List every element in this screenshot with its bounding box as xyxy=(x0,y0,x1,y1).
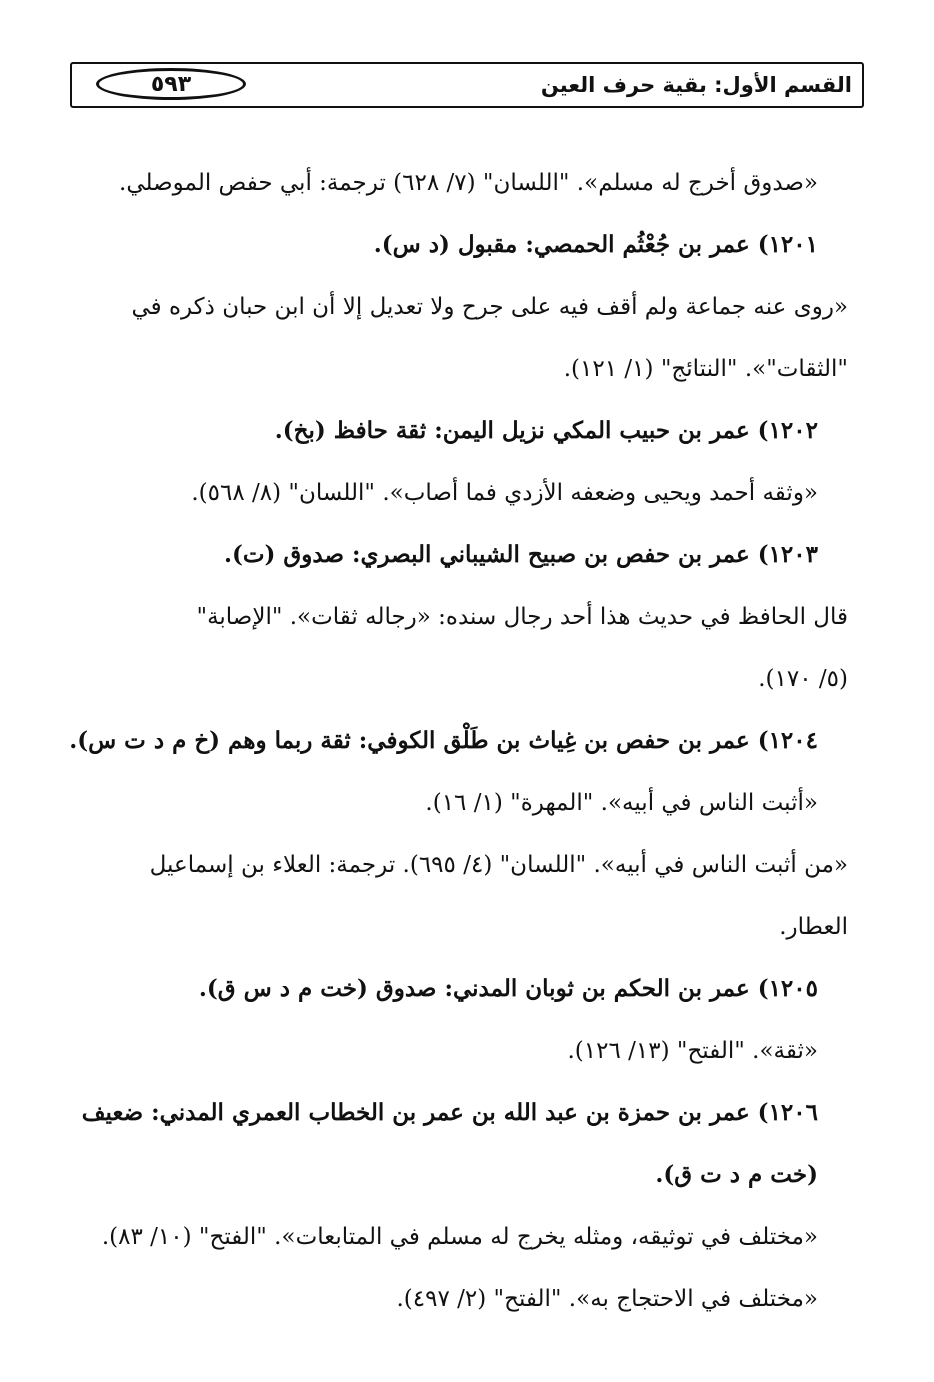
text-line: «أثبت الناس في أبيه». "المهرة" (١/ ١٦). xyxy=(425,790,818,816)
text-line: «مختلف في توثيقه، ومثله يخرج له مسلم في المتابعات». "الفتح" (١٠/ ٨٣). xyxy=(101,1224,818,1250)
page-header xyxy=(70,62,864,108)
text-line: «صدوق أخرج له مسلم». "اللسان" (٧/ ٦٢٨) ترجمة: أبي حفص الموصلي. xyxy=(119,170,818,196)
entry-heading: ١٢٠٢) عمر بن حبيب المكي نزيل اليمن: ثقة حافظ (بخ). xyxy=(274,417,818,444)
text-line: «روى عنه جماعة ولم أقف فيه على جرح ولا تعديل إلا أن ابن حبان ذكره في xyxy=(131,294,848,320)
text-line: «ثقة». "الفتح" (١٣/ ١٢٦). xyxy=(567,1038,818,1064)
text-line: «مختلف في الاحتجاج به». "الفتح" (٢/ ٤٩٧). xyxy=(396,1286,818,1312)
entry-heading: ١٢٠٦) عمر بن حمزة بن عبد الله بن عمر بن الخطاب العمري المدني: ضعيف xyxy=(81,1099,818,1126)
entry-heading: ١٢٠١) عمر بن جُعْثُم الحمصي: مقبول (د س). xyxy=(373,231,818,258)
page-body xyxy=(48,152,848,1330)
text-line: «وثقه أحمد ويحيى وضعفه الأزدي فما أصاب». "اللسان" (٨/ ٥٦٨). xyxy=(191,480,818,506)
entry-heading-continued: (خت م د ت ق). xyxy=(655,1161,818,1188)
text-line: قال الحافظ في حديث هذا أحد رجال سنده: «رجاله ثقات». "الإصابة" xyxy=(196,604,848,630)
entry-heading: ١٢٠٥) عمر بن الحكم بن ثوبان المدني: صدوق (خت م د س ق). xyxy=(198,975,818,1002)
text-line: العطار. xyxy=(779,914,848,940)
text-line: (٥/ ١٧٠). xyxy=(758,666,848,692)
page-number: ٥٩٣ xyxy=(96,68,246,100)
entry-heading: ١٢٠٣) عمر بن حفص بن صبيح الشيباني البصري: صدوق (ت). xyxy=(223,541,818,568)
text-line: «من أثبت الناس في أبيه». "اللسان" (٤/ ٦٩٥). ترجمة: العلاء بن إسماعيل xyxy=(149,852,848,878)
running-title: القسم الأول: بقية حرف العين xyxy=(540,73,852,97)
text-line: "الثقات"». "النتائج" (١/ ١٢١). xyxy=(563,356,848,382)
entry-heading: ١٢٠٤) عمر بن حفص بن غِياث بن طَلْق الكوفي: ثقة ربما وهم (خ م د ت س). xyxy=(69,727,818,754)
